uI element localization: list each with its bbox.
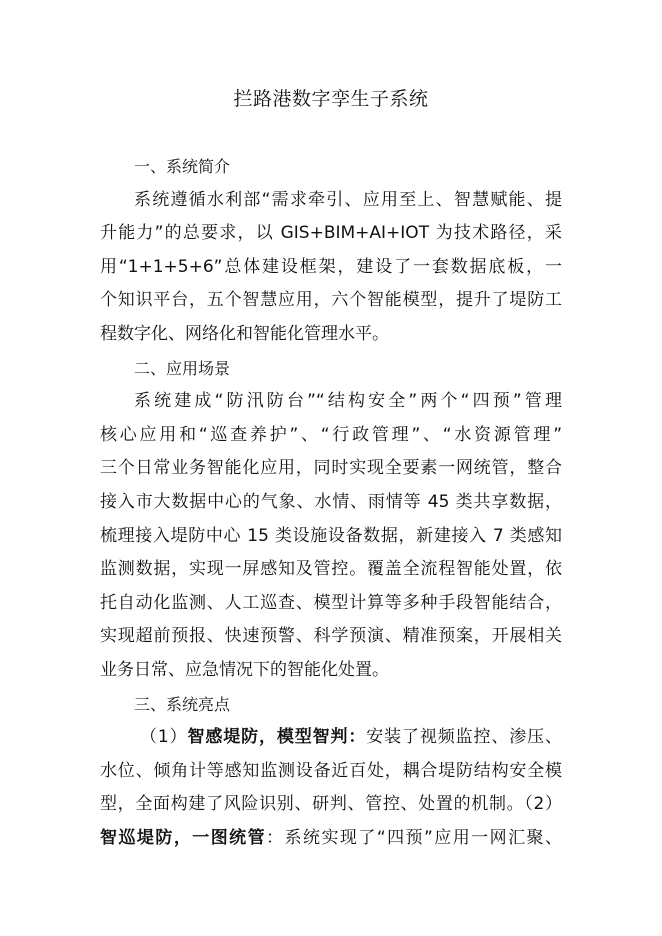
highlight-title: 智感堤防，模型智判： — [187, 727, 367, 748]
paragraph-line: 升能力”的总要求，以 GIS+BIM+AI+IOT 为技术路径，采 — [100, 223, 562, 244]
paragraph-line: 用“1+1+5+6”总体建设框架，建设了一套数据底板，一 — [100, 256, 562, 277]
paragraph-line — [100, 721, 562, 755]
section-heading-scenarios: 二、应用场景 — [134, 358, 231, 378]
paragraph-text: 安装了视频监控、渗压、 — [366, 727, 563, 748]
paragraph-line: 系统遵循水利部“需求牵引、应用至上、智慧赋能、提 — [134, 189, 562, 210]
paragraph-text: ：系统实现了“四预”应用一网汇聚、 — [266, 827, 563, 848]
paragraph-line — [100, 822, 562, 856]
paragraph-line: 业务日常、应急情况下的智能化处置。 — [100, 659, 389, 680]
paragraph-line: 型，全面构建了风险识别、研判、管控、处置的机制。（2） — [100, 794, 562, 815]
paragraph-line: 水位、倾角计等感知监测设备近百处，耦合堤防结构安全模 — [100, 760, 562, 781]
paragraph-line: 监测数据，实现一屏感知及管控。覆盖全流程智能处置，依 — [100, 559, 562, 580]
paragraph-line: 接入市大数据中心的气象、水情、雨情等 45 类共享数据， — [100, 491, 562, 512]
section-heading-intro: 一、系统简介 — [134, 157, 231, 176]
paragraph-line: 个知识平台，五个智慧应用，六个智能模型，提升了堤防工 — [100, 290, 562, 311]
paragraph-line: 托自动化监测、人工巡查、模型计算等多种手段智能结合， — [100, 592, 562, 613]
paragraph-line: 三个日常业务智能化应用，同时实现全要素一网统管，整合 — [100, 458, 562, 479]
paragraph-line: 程数字化、网络化和智能化管理水平。 — [100, 323, 389, 344]
document-body — [100, 150, 562, 855]
paragraph-line: 核心应用和“巡查养护”、“行政管理”、“水资源管理” — [100, 424, 562, 445]
paragraph-line: 梳理接入堤防中心 15 类设施设备数据，新建接入 7 类感知 — [100, 525, 562, 546]
list-number: （1） — [140, 727, 188, 748]
paragraph-line: 系统建成“防汛防台”“结构安全”两个“四预”管理 — [134, 391, 562, 412]
section-heading-highlights: 三、系统亮点 — [134, 694, 231, 714]
highlight-title: 智巡堤防，一图统管 — [100, 827, 267, 848]
document-title: 拦路港数字孪生子系统 — [233, 88, 429, 110]
paragraph-line: 实现超前预报、快速预警、科学预演、精准预案，开展相关 — [100, 626, 562, 647]
